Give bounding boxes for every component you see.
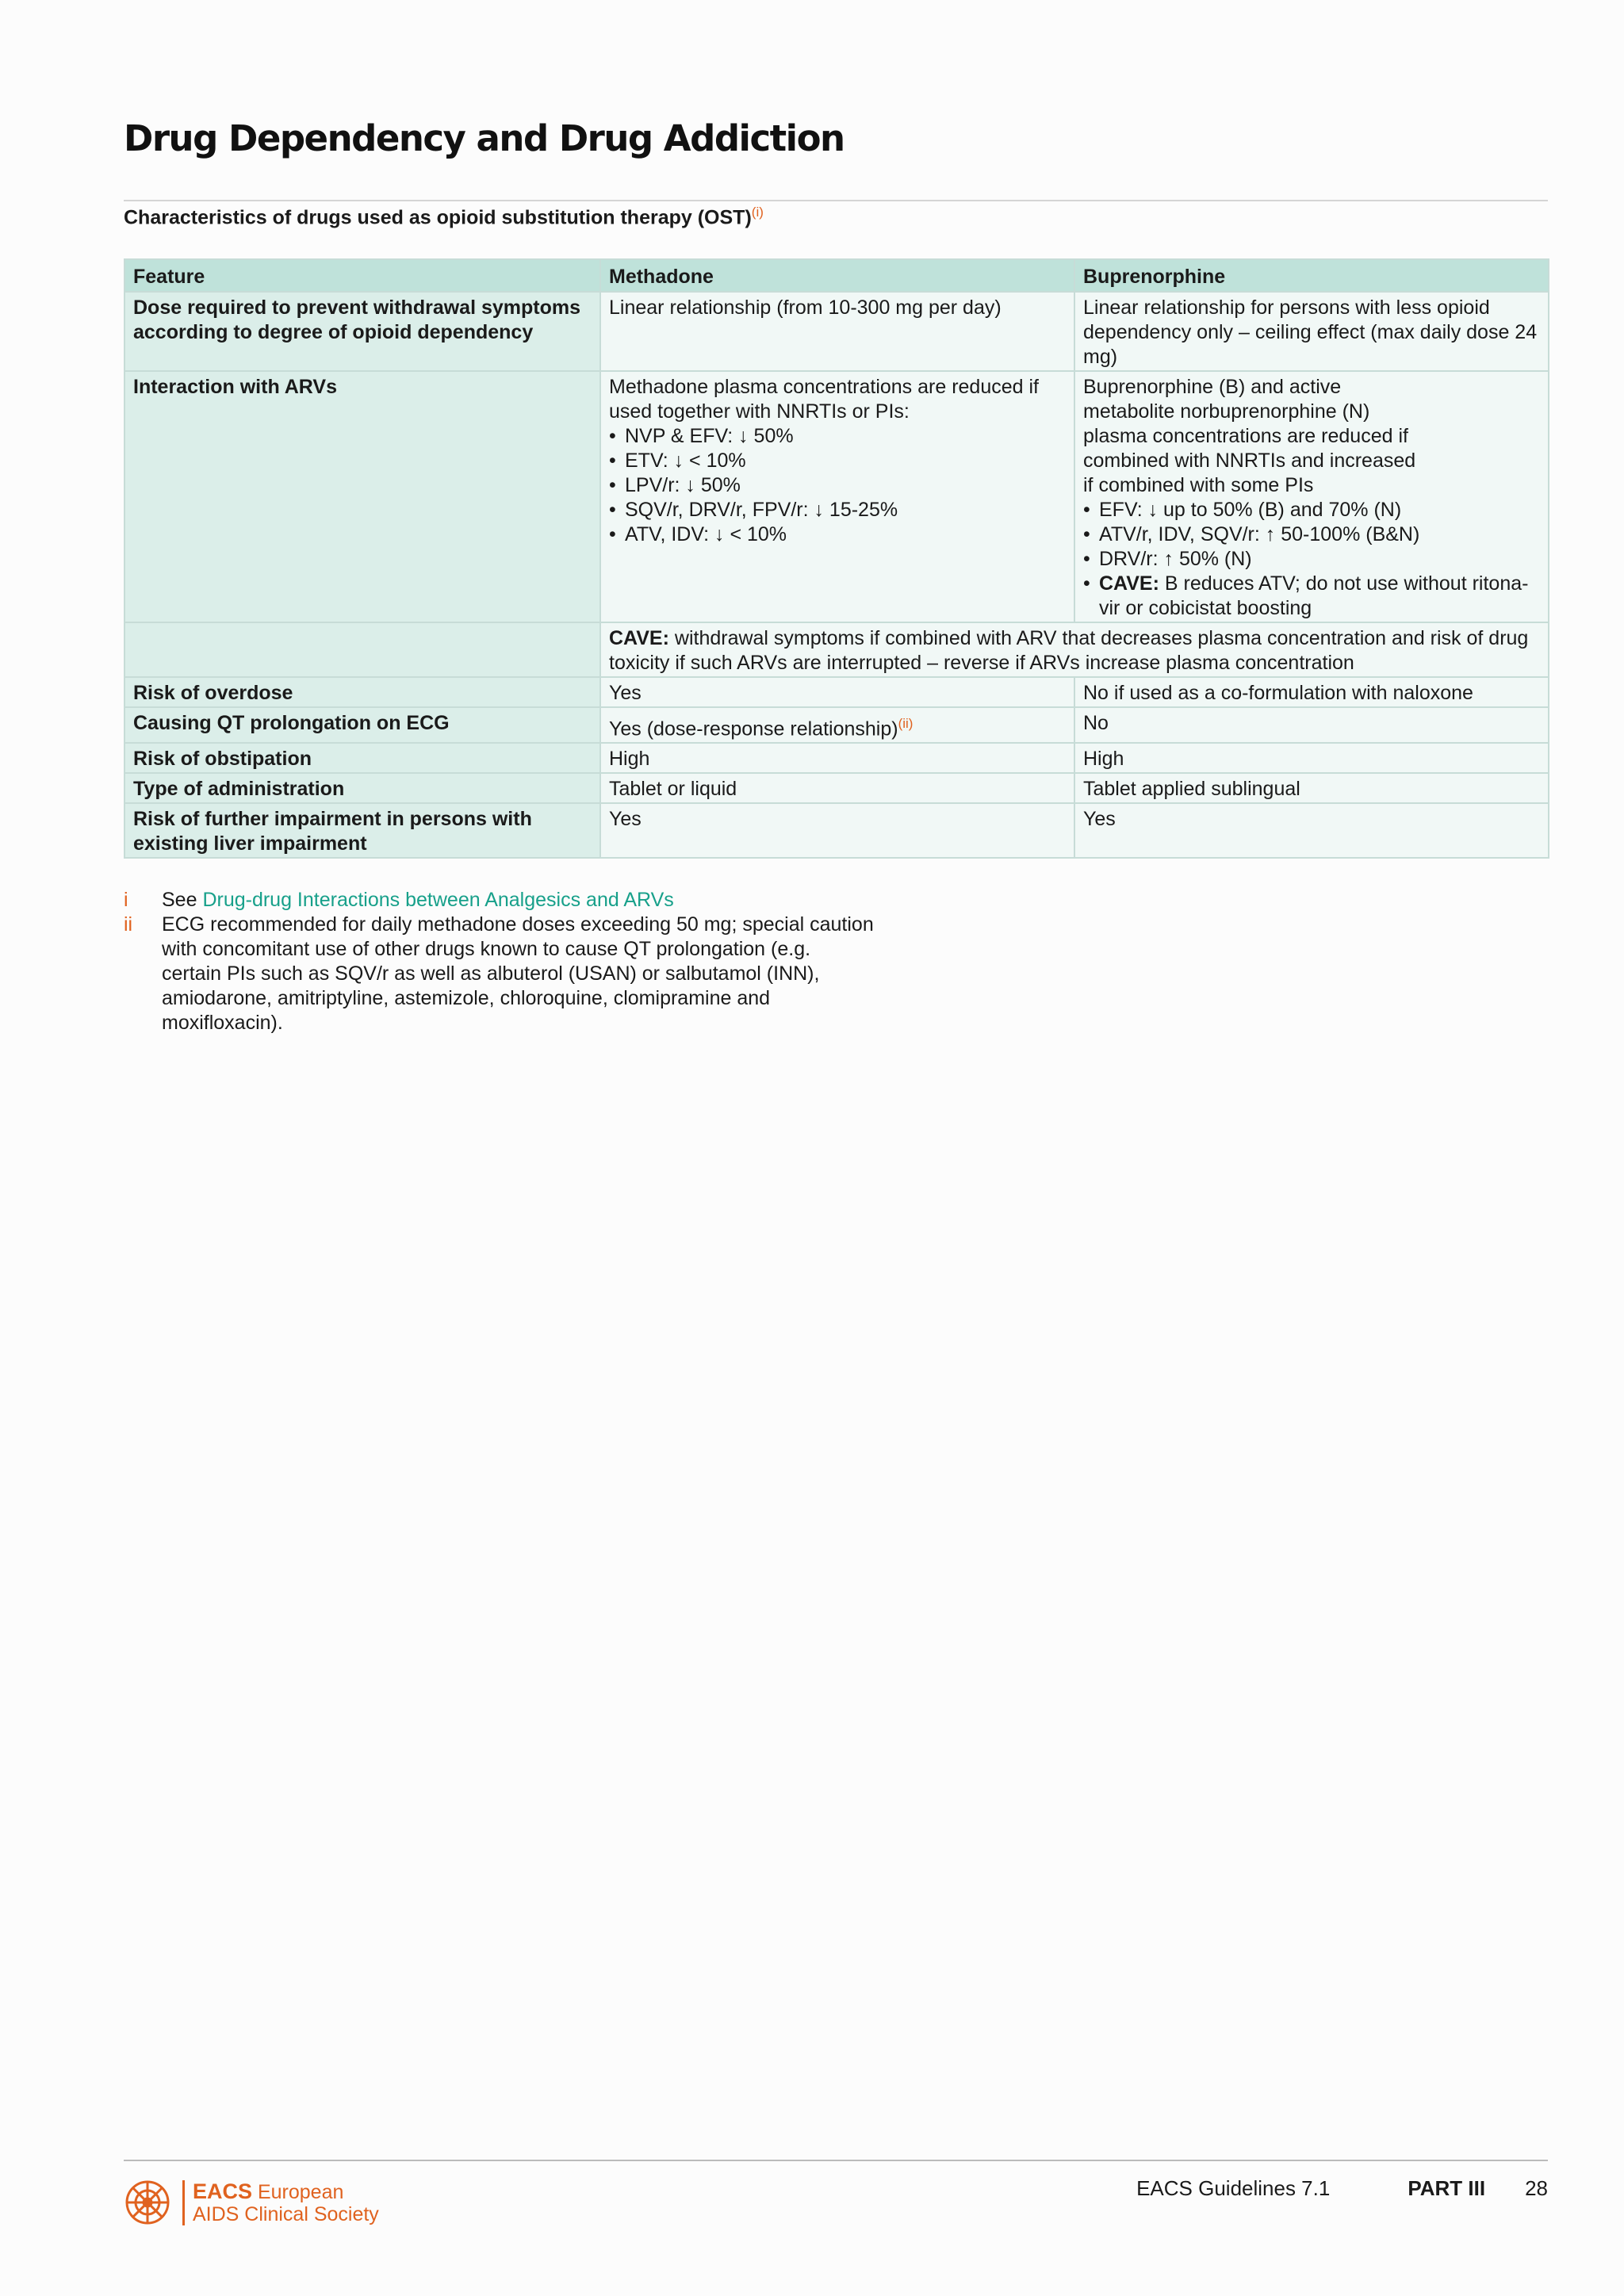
logo-wordmark <box>182 2180 379 2225</box>
buprenorphine-cell: High <box>1074 743 1549 773</box>
buprenorphine-cell: Yes <box>1074 803 1549 858</box>
footnote-prefix: See <box>162 889 203 911</box>
feature-cell-empty <box>124 622 600 677</box>
methadone-cell: Linear relationship (from 10-300 mg per day) <box>600 292 1074 371</box>
table-row <box>124 773 1549 803</box>
footer-info <box>1136 2176 1548 2201</box>
list-item: • ETV: ↓ < 10% <box>609 449 1066 473</box>
feature-cell: Causing QT prolongation on ECG <box>124 707 600 743</box>
logo-society: AIDS Clinical Society <box>193 2202 379 2225</box>
cave-text: B reduces ATV; do not use without ritona-vir or cobicistat boosting <box>1099 572 1529 619</box>
methadone-interaction-list <box>609 424 1066 547</box>
table-row <box>124 677 1549 707</box>
methadone-cell: Yes <box>600 803 1074 858</box>
buprenorphine-cell: Tablet applied sublingual <box>1074 773 1549 803</box>
methadone-cell: Yes <box>600 677 1074 707</box>
footnote-link[interactable]: Drug-drug Interactions between Analgesics and ARVs <box>202 889 674 911</box>
caption-footnote-ref[interactable]: (i) <box>751 205 764 220</box>
table-row <box>124 622 1549 677</box>
list-item <box>1083 572 1540 621</box>
feature-cell: Risk of overdose <box>124 677 600 707</box>
eacs-emblem-icon <box>124 2179 171 2226</box>
header-methadone: Methadone <box>600 259 1074 292</box>
table-row <box>124 743 1549 773</box>
buprenorphine-cell: No if used as a co-formulation with naloxone <box>1074 677 1549 707</box>
ost-table <box>124 258 1549 859</box>
bup-intro-line: Buprenorphine (B) and active <box>1083 376 1342 398</box>
footer-guidelines: EACS Guidelines 7.1 <box>1136 2176 1331 2200</box>
title-divider <box>124 200 1548 201</box>
list-item: • DRV/r: ↑ 50% (N) <box>1083 547 1540 572</box>
feature-cell: Dose required to prevent withdrawal symptoms according to degree of opioid dependency <box>124 292 600 371</box>
header-feature: Feature <box>124 259 600 292</box>
cave-text: withdrawal symptoms if combined with ARV that decreases plasma concentration and risk of drug toxicity if such ARVs are interrupted – reverse if ARVs increase plasma concentration <box>609 627 1529 674</box>
cave-cell <box>600 622 1549 677</box>
list-item: • NVP & EFV: ↓ 50% <box>609 424 1066 449</box>
footnote-text: ECG recommended for daily methadone doses exceeding 50 mg; special caution with concomitant use of other drugs known to cause QT prolongation (e.g. certain PIs such as SQV/r as well as albuterol (USAN) or salbutamol (INN), amiodarone, amitriptyline, astemizole, chloroquine, clomipramine and moxifloxacin). <box>162 913 874 1034</box>
methadone-interaction-intro: Methadone plasma concentrations are reduced if used together with NNRTIs or PIs: <box>609 376 1039 423</box>
methadone-cell: Tablet or liquid <box>600 773 1074 803</box>
footnote-marker: ii <box>124 913 133 936</box>
bup-intro-line: if combined with some PIs <box>1083 474 1314 496</box>
caption-text: Characteristics of drugs used as opioid substitution therapy (OST) <box>124 206 752 229</box>
feature-cell: Risk of obstipation <box>124 743 600 773</box>
footnote-i <box>124 888 875 913</box>
logo-european: European <box>257 2180 344 2203</box>
buprenorphine-cell <box>1074 371 1549 622</box>
table-row <box>124 292 1549 371</box>
methadone-cell <box>600 707 1074 743</box>
list-item: • ATV/r, IDV, SQV/r: ↑ 50-100% (B&N) <box>1083 522 1540 547</box>
list-item: • LPV/r: ↓ 50% <box>609 473 1066 498</box>
page-title: Drug Dependency and Drug Addiction <box>124 117 845 159</box>
table-row <box>124 803 1549 858</box>
footnotes <box>124 888 875 1035</box>
footnote-text <box>162 888 875 913</box>
header-buprenorphine: Buprenorphine <box>1074 259 1549 292</box>
buprenorphine-cell: No <box>1074 707 1549 743</box>
footer-part: PART III <box>1408 2176 1486 2200</box>
list-item: • ATV, IDV: ↓ < 10% <box>609 522 1066 547</box>
footnote-ii <box>124 913 875 1035</box>
buprenorphine-cell: Linear relationship for persons with less opioid dependency only – ceiling effect (max daily dose 24 mg) <box>1074 292 1549 371</box>
bup-interaction-list <box>1083 498 1540 621</box>
methadone-cell <box>600 371 1074 622</box>
feature-cell: Type of administration <box>124 773 600 803</box>
list-item: • SQV/r, DRV/r, FPV/r: ↓ 15-25% <box>609 498 1066 522</box>
logo-line-1 <box>193 2180 379 2203</box>
bup-intro-line: metabolite norbuprenorphine (N) <box>1083 400 1370 423</box>
cave-label: CAVE: <box>1099 572 1159 595</box>
feature-cell: Interaction with ARVs <box>124 371 600 622</box>
feature-cell: Risk of further impairment in persons with existing liver impairment <box>124 803 600 858</box>
bup-intro-line: plasma concentrations are reduced if <box>1083 425 1408 447</box>
qt-footnote-ref[interactable]: (ii) <box>898 716 914 731</box>
logo-eacs: EACS <box>193 2179 253 2203</box>
methadone-cell: High <box>600 743 1074 773</box>
page-number: 28 <box>1525 2176 1548 2200</box>
footer-divider <box>124 2160 1548 2161</box>
footnote-marker: i <box>124 889 128 911</box>
table-row <box>124 371 1549 622</box>
eacs-logo[interactable] <box>124 2179 379 2226</box>
list-item: • EFV: ↓ up to 50% (B) and 70% (N) <box>1083 498 1540 522</box>
table-row <box>124 707 1549 743</box>
table-header-row <box>124 259 1549 292</box>
table-caption <box>124 205 764 229</box>
cave-label: CAVE: <box>609 627 669 649</box>
bup-intro-line: combined with NNRTIs and increased <box>1083 450 1416 472</box>
qt-methadone-text: Yes (dose-response relationship) <box>609 718 898 740</box>
